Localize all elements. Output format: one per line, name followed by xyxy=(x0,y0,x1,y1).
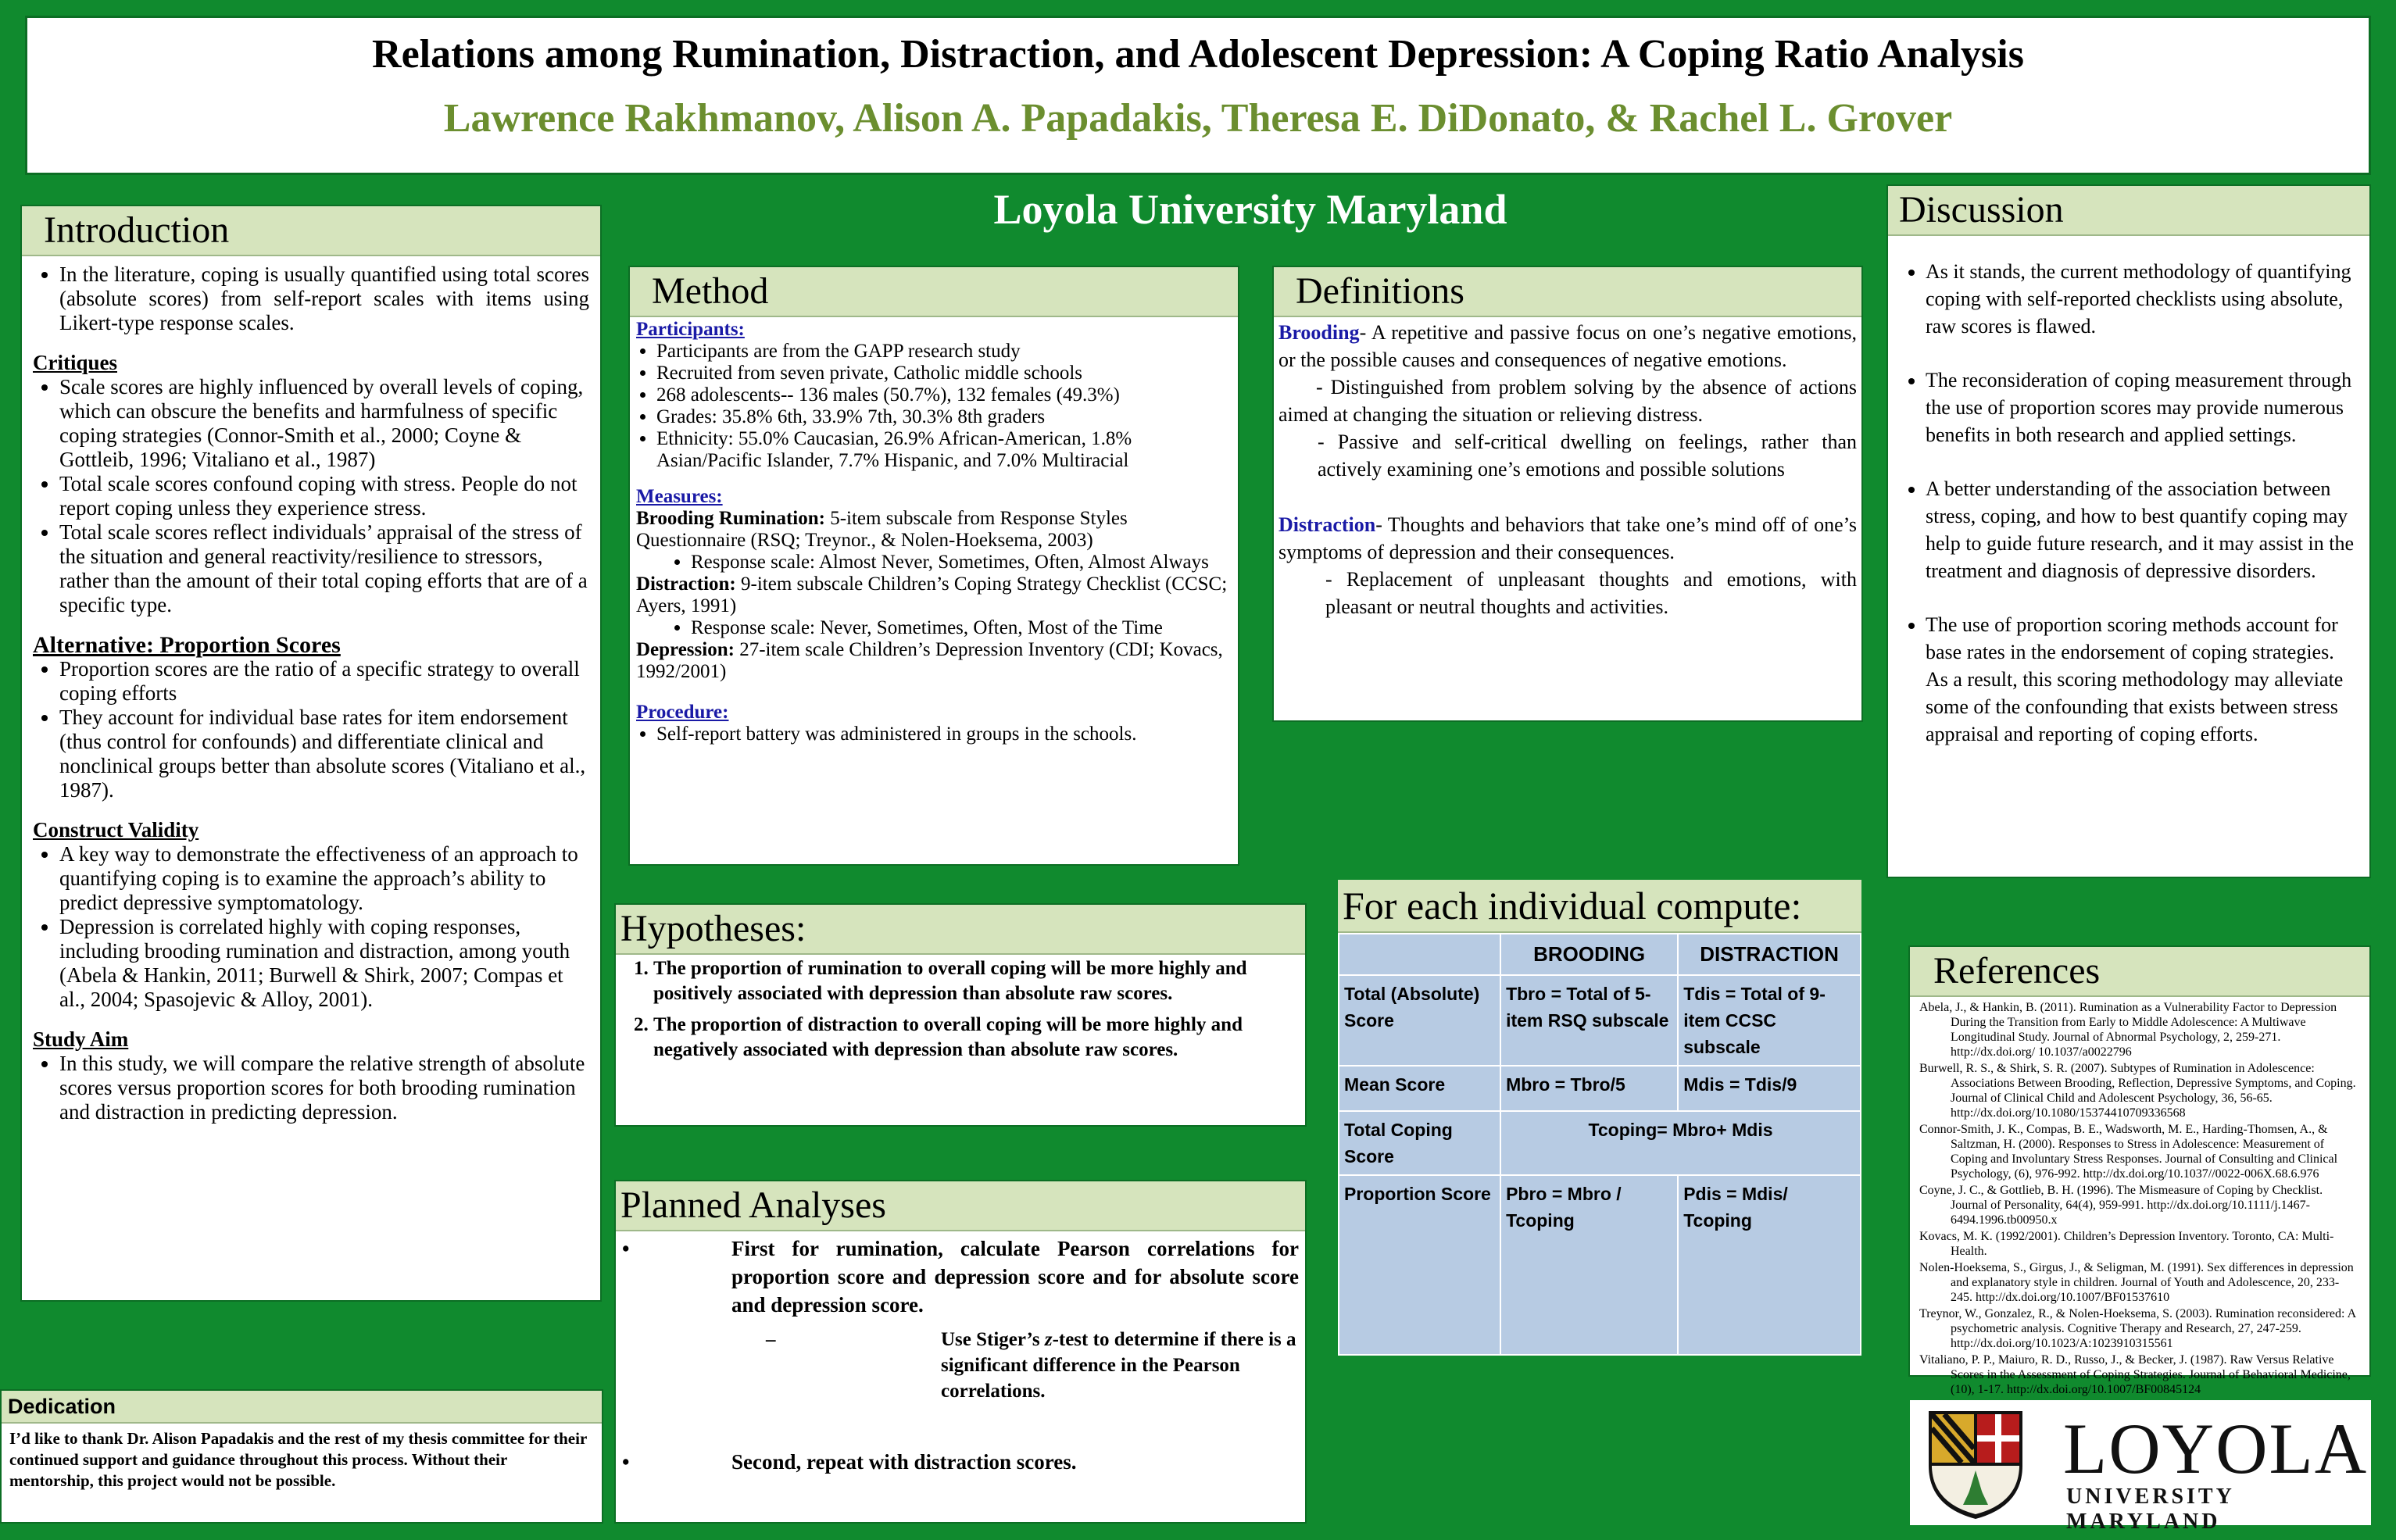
reference-item: Nolen-Hoeksema, S., Girgus, J., & Seligman, M. (1991). Sex differences in depression and explanatory style in children. Journal of Youth and Adolescence, 20, 233-245. http://dx.doi.org/10.1007/BF01537610 xyxy=(1919,1261,2354,1304)
logo-subtitle: UNIVERSITY MARYLAND xyxy=(2066,1485,2234,1534)
construct-validity-heading: Construct Validity xyxy=(33,818,199,841)
alternative-item: • Proportion scores are the ratio of a specific strategy to overall coping efforts xyxy=(59,657,589,706)
validity-item: • A key way to demonstrate the effectiveness of an approach to quantifying coping is to examine the approach’s ability to predict depressive symptomatology. xyxy=(59,842,589,915)
reference-item: Abela, J., & Hankin, B. (2011). Rumination as a Vulnerability Factor to Depression During the Transition from Early to Middle Adolescence: A Multiwave Longitudinal Study. Journal of Abnormal Psychology, 2, 259-271. http://dx.doi.org/ 10.1037/a0022796 xyxy=(1919,1001,2337,1059)
definitions-heading: Definitions xyxy=(1274,267,1861,317)
brooding-sub2: - Passive and self-critical dwelling on feelings, rather than actively examining one’s emotions and possible solutions xyxy=(1318,431,1857,481)
row-label: Mean Score xyxy=(1339,1066,1500,1111)
references-list xyxy=(1910,997,2369,1402)
discussion-item: • The reconsideration of coping measurement through the use of proportion scores may provide numerous benefits in both research and applied settings. xyxy=(1926,366,2358,448)
planned-analyses-panel xyxy=(614,1180,1307,1524)
participant-item: • Participants are from the GAPP research study xyxy=(656,341,1232,363)
brooding-scale: • Response scale: Almost Never, Sometimes, Often, Almost Always xyxy=(691,552,1232,573)
participant-item: • 268 adolescents-- 136 males (50.7%), 132 females (49.3%) xyxy=(656,384,1232,406)
critique-item: • Total scale scores confound coping with stress. People do not report coping unless they experience stress. xyxy=(59,472,589,520)
reference-item: Kovacs, M. K. (1992/2001). Children’s Depression Inventory. Toronto, CA: Multi-Health. xyxy=(1919,1230,2334,1258)
definitions-panel xyxy=(1272,266,1863,722)
university-name: Loyola University Maryland xyxy=(993,186,1507,233)
brooding-measure: Brooding Rumination: 5-item subscale from Response Styles Questionnaire (RSQ; Treynor., & Nolen-Hoeksema, 2003) xyxy=(636,508,1128,551)
distraction-scale: • Response scale: Never, Sometimes, Often, Most of the Time xyxy=(691,617,1232,639)
analysis-step-2: • Second, repeat with distraction scores. xyxy=(622,1450,1077,1474)
study-aim-item: • In this study, we will compare the relative strength of absolute scores versus proportion scores for both brooding rumination and distraction in predicting depression. xyxy=(59,1052,589,1124)
study-aim-heading: Study Aim xyxy=(33,1027,129,1051)
brooding-cell: Pbro = Mbro / Tcoping xyxy=(1500,1175,1678,1355)
references-panel xyxy=(1908,945,2371,1396)
brooding-cell: Tbro = Total of 5-item RSQ subscale xyxy=(1500,975,1678,1066)
distraction-cell: Mdis = Tdis/9 xyxy=(1678,1066,1861,1111)
introduction-panel xyxy=(20,205,602,1302)
brooding-cell: Mbro = Tbro/5 xyxy=(1500,1066,1678,1111)
row-label: Proportion Score xyxy=(1339,1175,1500,1355)
measures-heading: Measures: xyxy=(636,486,723,507)
loyola-logo xyxy=(1910,1400,2371,1534)
row-label: Total Coping Score xyxy=(1339,1111,1500,1175)
discussion-item: • The use of proportion scoring methods account for base rates in the endorsement of coping strategies. As a result, this scoring methodology may alleviate some of the confounding that exists between stress appraisal and reporting of coping efforts. xyxy=(1926,611,2358,748)
introduction-body xyxy=(22,256,600,1131)
poster-authors: Lawrence Rakhmanov, Alison A. Papadakis, Theresa E. DiDonato, & Rachel L. Grover xyxy=(443,96,1953,141)
row-label: Total (Absolute) Score xyxy=(1339,975,1500,1066)
brooding-sub1: - Distinguished from problem solving by the absence of actions aimed at changing the situation or relieving distress. xyxy=(1278,376,1857,426)
reference-item: Vitaliano, P. P., Maiuro, R. D., Russo, J., & Becker, J. (1987). Raw Versus Relative Scores in the Assessment of Coping Strategies. Journal of Behavioral Medicine, (10), 1-17. http://dx.doi.org/10.1007/BF00845124 xyxy=(1919,1353,2351,1396)
dedication-panel xyxy=(0,1389,603,1524)
distraction-cell: Pdis = Mdis/ Tcoping xyxy=(1678,1175,1861,1355)
discussion-heading: Discussion xyxy=(1888,186,2369,236)
method-heading: Method xyxy=(630,267,1238,317)
critique-item: • Total scale scores reflect individuals’ appraisal of the stress of the situation and general reactivity/resilience to stressors, rather than the amount of their total coping efforts that are of a specific type. xyxy=(59,520,589,617)
alternative-heading: Alternative: Proportion Scores xyxy=(33,632,341,658)
brooding-column-header: BROODING xyxy=(1500,934,1678,975)
alternative-item: • They account for individual base rates for item endorsement (thus control for confounds) and differentiate clinical and nonclinical groups better than absolute scores (Vitaliano et al., 1987). xyxy=(59,706,589,802)
poster-title: Relations among Rumination, Distraction, and Adolescent Depression: A Coping Ratio Analysis xyxy=(372,32,2024,77)
dedication-text: I’d like to thank Dr. Alison Papadakis and the rest of my thesis committee for their continued support and guidance throughout this process. Without their mentorship, this project would not be possible. xyxy=(9,1429,587,1490)
hypotheses-body xyxy=(616,955,1305,1064)
planned-analyses-heading: Planned Analyses xyxy=(616,1181,1305,1231)
distraction-cell: Tdis = Total of 9-item CCSC subscale xyxy=(1678,975,1861,1066)
references-heading: References xyxy=(1910,947,2369,997)
participant-item: • Ethnicity: 55.0% Caucasian, 26.9% African-American, 1.8% Asian/Pacific Islander, 7.7% Hispanic, and 7.0% Multiracial xyxy=(656,428,1232,472)
hypothesis-item: 1. The proportion of rumination to overall coping will be more highly and positively associated with depression than absolute raw scores. xyxy=(653,956,1300,1006)
distraction-definition: Distraction- Thoughts and behaviors that take one’s mind off of one’s symptoms of depression and their consequences. xyxy=(1278,513,1857,563)
reference-item: Burwell, R. S., & Shirk, S. R. (2007). Subtypes of Rumination in Adolescence: Associations Between Brooding, Reflection, Depressive Symptoms, and Coping. Journal of Clinical Child and Adolescent Psychology, 36, 56-65. http://dx.doi.org/10.1080/15374410709336568 xyxy=(1919,1062,2356,1120)
critique-item: • Scale scores are highly influenced by overall levels of coping, which can obscure the benefits and harmfulness of specific coping strategies (Connor-Smith et al., 2000; Coyne & Gottleib, 1996; Vitaliano et al., 1987) xyxy=(59,375,589,472)
validity-item: • Depression is correlated highly with coping responses, including brooding rumination and distraction, among youth (Abela & Hankin, 2011; Burwell & Shirk, 2007; Compas et al., 2004; Spasojevic & Alloy, 2001). xyxy=(59,915,589,1012)
discussion-item: • As it stands, the current methodology of quantifying coping with self-reported checklists using absolute, raw scores is flawed. xyxy=(1926,258,2358,340)
participant-item: • Recruited from seven private, Catholic middle schools xyxy=(656,363,1232,384)
participant-item: • Grades: 35.8% 6th, 33.9% 7th, 30.3% 8th graders xyxy=(656,406,1232,428)
distraction-measure: Distraction: 9-item subscale Children’s Coping Strategy Checklist (CCSC; Ayers, 1991) xyxy=(636,573,1228,616)
compute-corner-cell xyxy=(1339,934,1500,975)
procedure-item: • Self-report battery was administered in groups in the schools. xyxy=(656,724,1232,745)
discussion-item: • A better understanding of the association between stress, coping, and how to best quantify coping may help to guide future research, and it may assist in the treatment and diagnosis of depressive disorders. xyxy=(1926,475,2358,584)
reference-item: Treynor, W., Gonzalez, R., & Nolen-Hoeksema, S. (2003). Rumination reconsidered: A psychometric analysis. Cognitive Therapy and Research, 27, 247-259. http://dx.doi.org/10.1023/A:1023910315561 xyxy=(1919,1307,2356,1350)
distraction-sub: - Replacement of unpleasant thoughts and emotions, with pleasant or neutral thoughts and activities. xyxy=(1325,568,1857,618)
participants-heading: Participants: xyxy=(636,319,745,340)
logo-wordmark: LOYOLA xyxy=(2063,1409,2369,1488)
title-banner xyxy=(25,16,2371,175)
hypotheses-panel xyxy=(614,903,1307,1127)
planned-analyses-body xyxy=(616,1231,1305,1479)
compute-panel xyxy=(1338,880,1861,1328)
university-seal-icon xyxy=(1921,1405,2030,1522)
discussion-panel xyxy=(1886,184,2371,878)
method-body xyxy=(630,317,1238,747)
brooding-definition: Brooding- A repetitive and passive focus on one’s negative emotions, or the possible causes and consequences of negative emotions. xyxy=(1278,321,1857,371)
analysis-substep: – Use Stiger’s z-test to determine if there is a significant difference in the Pearson correlations. xyxy=(766,1329,1296,1402)
hypothesis-item: 2. The proportion of distraction to overall coping will be more highly and negatively associated with depression than absolute raw scores. xyxy=(653,1013,1300,1063)
depression-measure: Depression: 27-item scale Children’s Depression Inventory (CDI; Kovacs, 1992/2001) xyxy=(636,639,1223,682)
intro-lead: • In the literature, coping is usually quantified using total scores (absolute scores) from self-report scales with items using Likert-type response scales. xyxy=(59,263,589,335)
critiques-heading: Critiques xyxy=(33,351,117,374)
discussion-body xyxy=(1888,236,2369,748)
combined-cell: Tcoping= Mbro+ Mdis xyxy=(1500,1111,1861,1175)
analysis-step-1: • First for rumination, calculate Pearson correlations for proportion score and depression score and for absolute score and depression score. xyxy=(622,1237,1299,1317)
procedure-heading: Procedure: xyxy=(636,702,729,723)
method-panel xyxy=(628,266,1239,866)
compute-heading: For each individual compute: xyxy=(1338,880,1861,933)
hypotheses-heading: Hypotheses: xyxy=(616,905,1305,955)
reference-item: Connor-Smith, J. K., Compas, B. E., Wadsworth, M. E., Harding-Thomsen, A., & Saltzman, H. (2000). Responses to Stress in Adolescence: Measurement of Coping and Involuntary Stress Responses. Journal of Consulting and Clinical Psychology, (6), 976-992. http://dx.doi.org/10.1037//0022-006X.68.6.976 xyxy=(1919,1123,2338,1181)
reference-item: Coyne, J. C., & Gottlieb, B. H. (1996). The Mismeasure of Coping by Checklist. Journal of Personality, 64(4), 959-991. http://dx.doi.org/10.1111/j.1467-6494.1996.tb00950.x xyxy=(1919,1184,2323,1227)
definitions-body xyxy=(1274,317,1861,622)
dedication-heading: Dedication xyxy=(2,1391,602,1424)
distraction-column-header: DISTRACTION xyxy=(1678,934,1861,975)
introduction-heading: Introduction xyxy=(22,206,600,256)
compute-table xyxy=(1338,933,1861,1356)
